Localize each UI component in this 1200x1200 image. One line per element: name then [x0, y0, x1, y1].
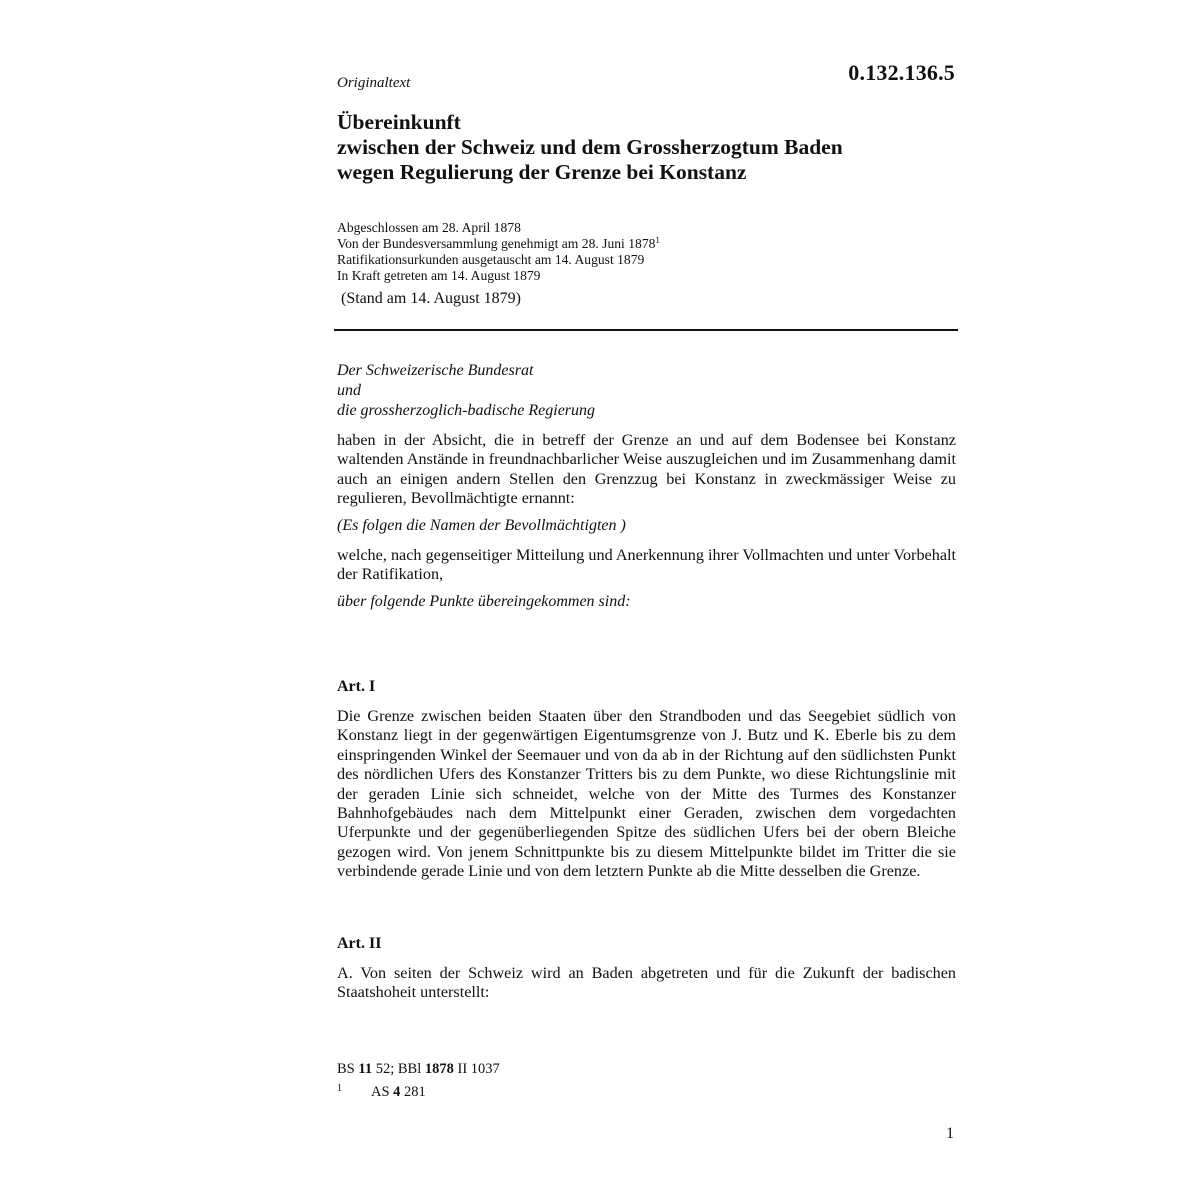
footnote-1-volume: 4 [393, 1084, 401, 1100]
plenipotentiaries-note: (Es folgen die Namen der Bevollmächtigten ) [337, 517, 626, 534]
footnote-1 [337, 1079, 500, 1102]
party-conjunction: und [337, 382, 361, 399]
party-2: die grossherzoglich-badische Regierung [337, 402, 596, 419]
footnotes [337, 1059, 500, 1102]
footnote-1-suffix: 281 [400, 1084, 426, 1100]
source-volume: 11 [358, 1061, 373, 1077]
footnote-ref-1[interactable]: 1 [655, 235, 660, 245]
preamble-intent: haben in der Absicht, die in betreff der Grenze an und auf dem Bodensee bei Konstanz waltenden Anstände in freundnachbarlicher Weise auszugleichen und im Zusammenhang damit auch an einigen andern Stellen den Grenzzug bei Konstanz in zweckmässiger Weise zu regulieren, Bevollmächtigte ernannt: [337, 431, 956, 508]
footnote-1-number: 1 [337, 1083, 342, 1094]
original-text-label: Originaltext [337, 75, 411, 91]
in-force-date: In Kraft getreten am 14. August 1879 [337, 268, 541, 283]
contracting-parties [337, 361, 595, 421]
party-1: Der Schweizerische Bundesrat [337, 362, 534, 379]
header-divider [334, 329, 958, 331]
page-number: 1 [946, 1125, 954, 1142]
preamble-agreed: über folgende Punkte übereingekommen sind: [337, 593, 631, 610]
source-mid: 52; BBl [372, 1061, 425, 1077]
status-date: (Stand am 14. August 1879) [341, 290, 521, 307]
document-page [337, 0, 957, 1200]
source-suffix: II 1037 [453, 1061, 500, 1077]
preamble-mutual: welche, nach gegenseitiger Mitteilung und Anerkennung ihrer Vollmachten und unter Vorbehalt der Ratifikation, [337, 546, 956, 584]
article-1-heading: Art. I [337, 678, 376, 695]
article-1-text: Die Grenze zwischen beiden Staaten über den Strandboden und das Seegebiet südlich von Konstanz liegt in der gegenwärtigen Eigentumsgrenze von J. Butz und K. Eberle bis zu dem einspringenden Winkel der Seemauer und von da ab in der Richtung auf den südlichsten Punkt des nördlichen Ufers des Konstanzer Tritters bis zu dem Punkte, wo diese Richtungslinie mit der geraden Linie sich schneidet, welche von der Mitte des Turmes des Konstanzer Bahnhofgebäudes nach dem Mittelpunkt einer Geraden, zwischen dem vorgedachten Uferpunkte und der gegenüberliegenden Spitze des südlichen Ufers bei der obern Bleiche gezogen wird. Von jenem Schnittpunkte bis zu diesem Mittelpunkte bildet im Tritter die sie verbindende gerade Linie und von dem letztern Punkte ab die Mitte desselben die Grenze. [337, 707, 956, 881]
title-line-1: Übereinkunft [337, 110, 461, 134]
title-line-2: zwischen der Schweiz und dem Grossherzogtum Baden [337, 135, 843, 159]
source-year: 1878 [424, 1061, 454, 1077]
treaty-metadata [337, 220, 660, 284]
ratification-date: Ratifikationsurkunden ausgetauscht am 14. August 1879 [337, 252, 645, 267]
concluded-date: Abgeschlossen am 28. April 1878 [337, 220, 521, 235]
footnote-1-prefix: AS [371, 1084, 394, 1100]
approval-line [337, 236, 660, 252]
title-line-3: wegen Regulierung der Grenze bei Konstanz [337, 160, 747, 184]
article-2-heading: Art. II [337, 935, 382, 952]
document-title [337, 110, 957, 185]
source-reference [337, 1059, 500, 1079]
sr-number: 0.132.136.5 [848, 60, 955, 85]
article-2-text: A. Von seiten der Schweiz wird an Baden abgetreten und für die Zukunft der badischen Staatshoheit unterstellt: [337, 964, 956, 1002]
source-prefix: BS [337, 1061, 359, 1077]
approved-date: Von der Bundesversammlung genehmigt am 28. Juni 1878 [337, 236, 656, 251]
